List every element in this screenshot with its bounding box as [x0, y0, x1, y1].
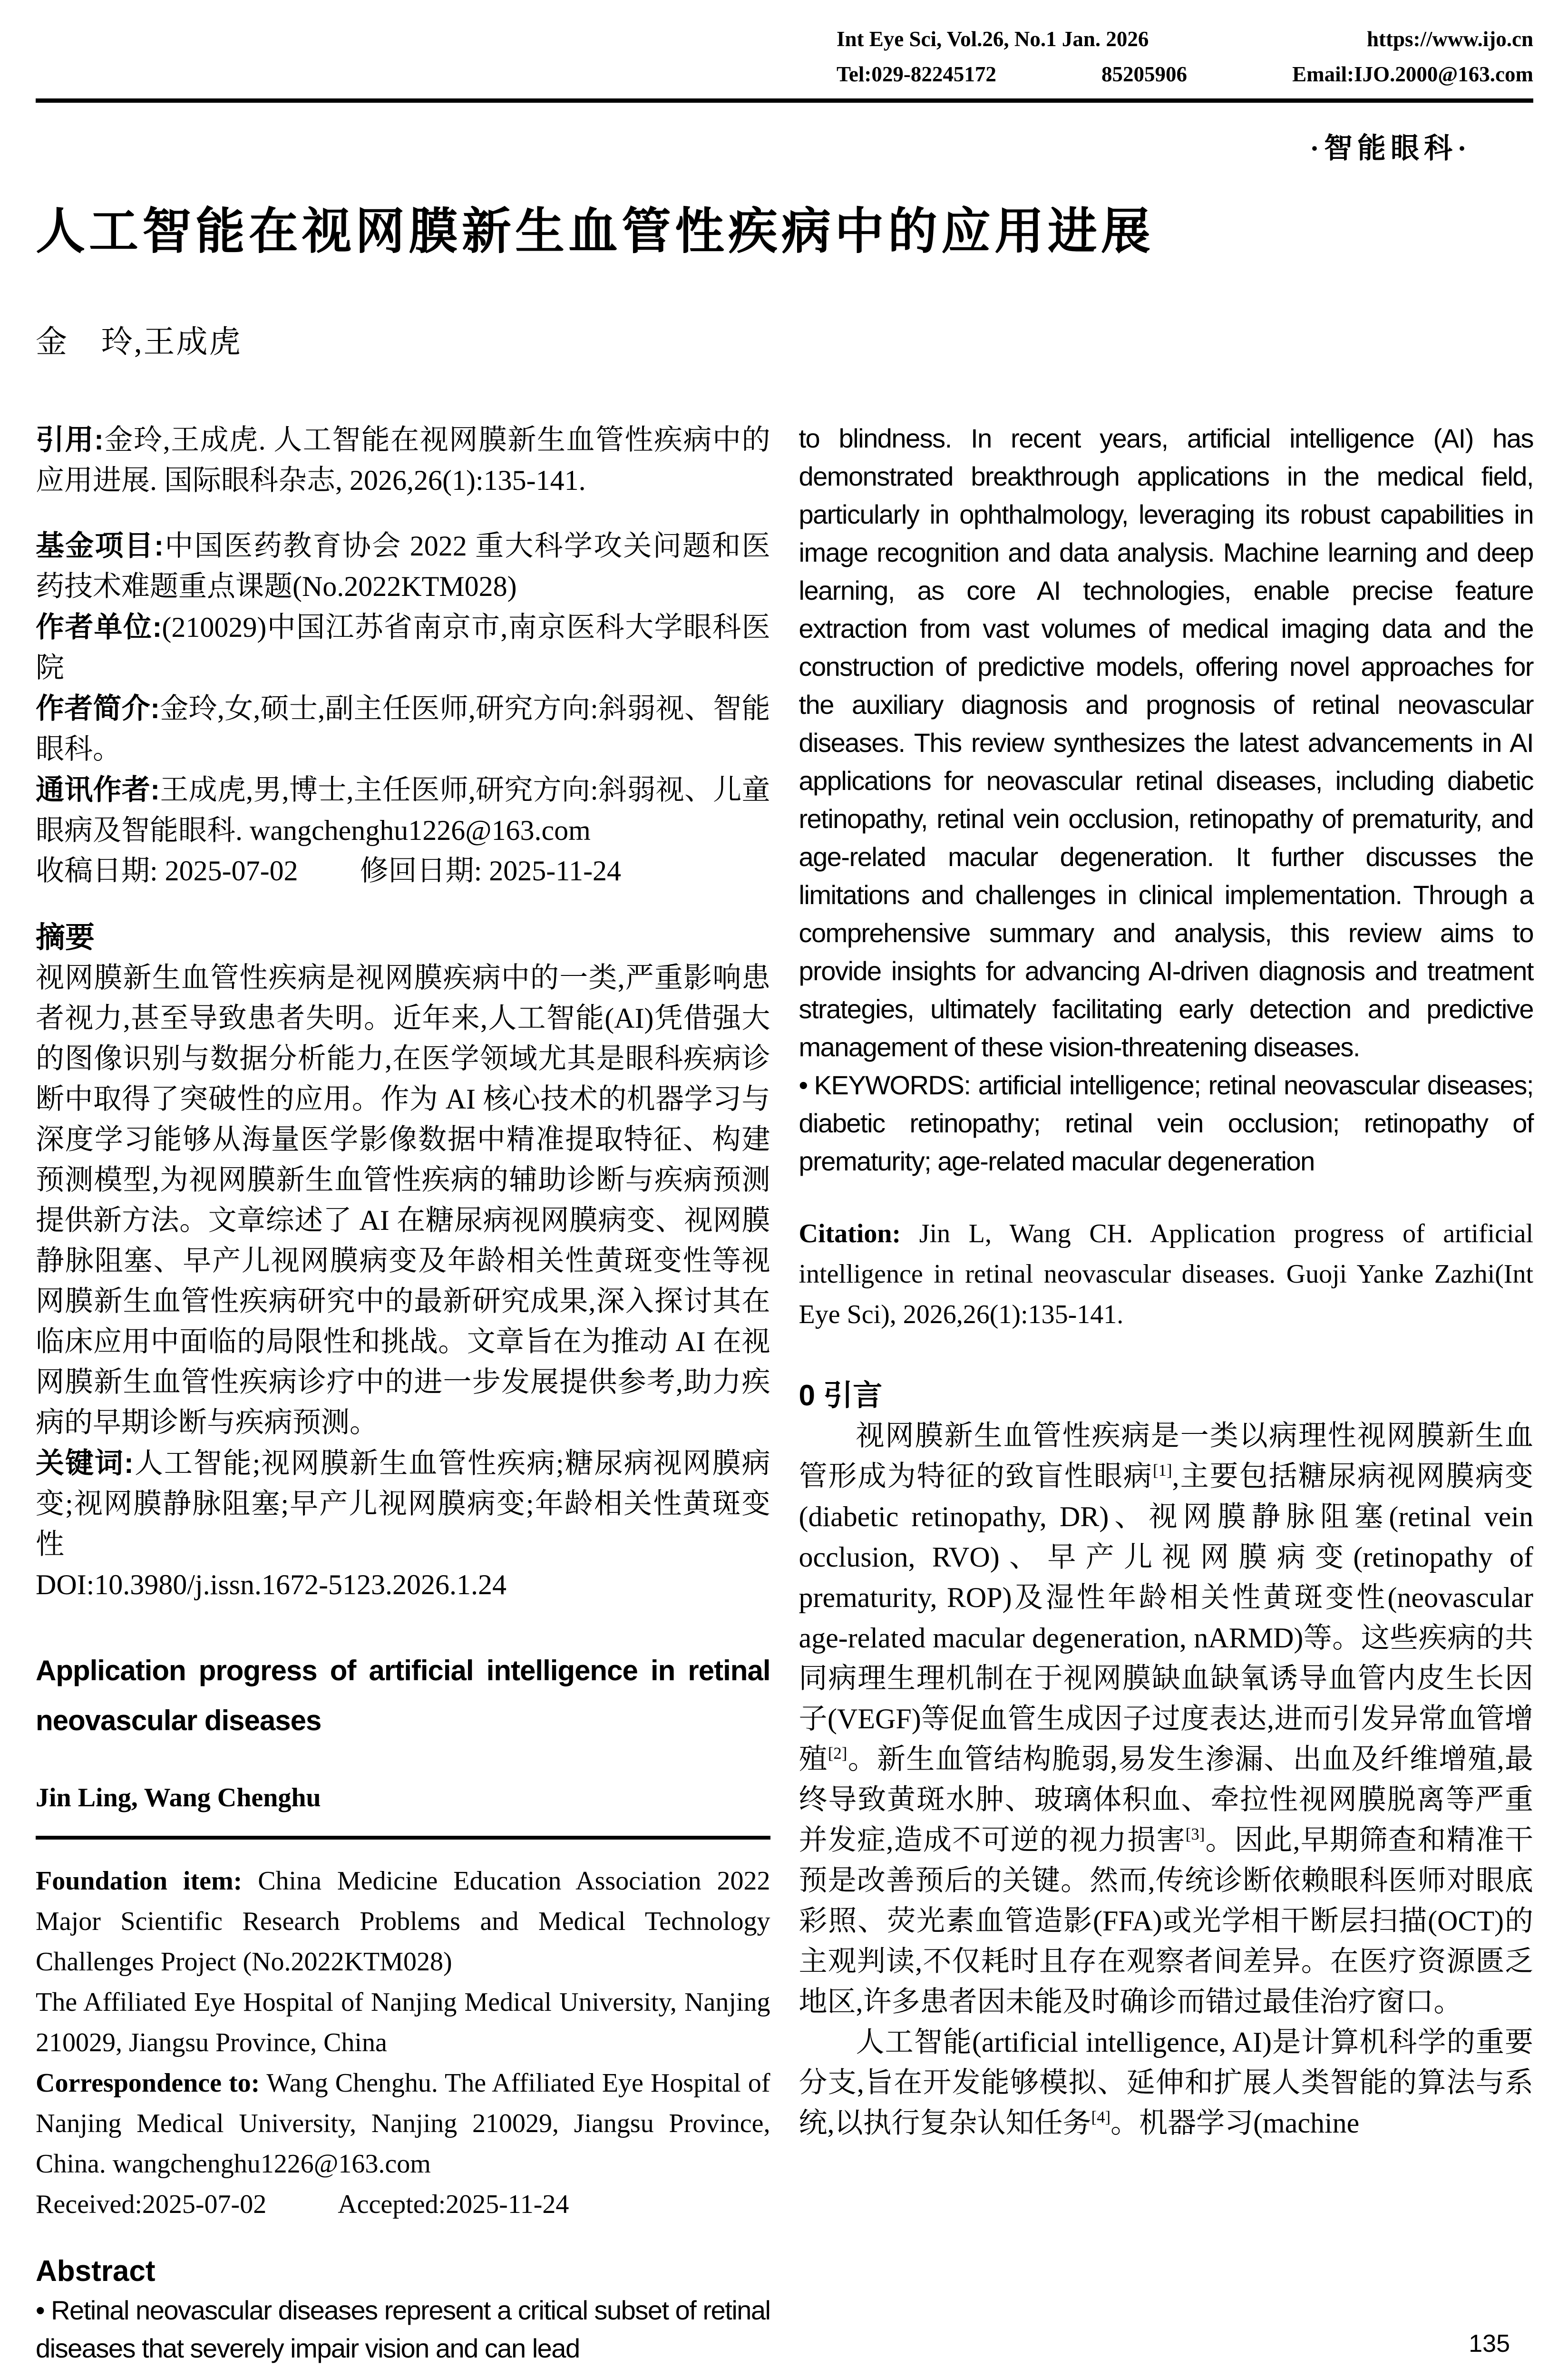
foundation-en-paragraph: [36, 1861, 770, 1982]
keywords-en-paragraph: [799, 1066, 1534, 1180]
keywords-zh-text: 人工智能;视网膜新生血管性疾病;糖尿病视网膜病变;视网膜静脉阻塞;早产儿视网膜病变;年龄相关性黄斑变性: [36, 1448, 770, 1560]
corresponding-author-zh-text: 王成虎,男,博士,主任医师,研究方向:斜弱视、儿童眼病及智能眼科. wangchenghu1226@163.com: [36, 774, 770, 846]
correspondence-en-paragraph: [36, 2063, 770, 2184]
journal-website: https://www.ijo.cn: [1366, 27, 1533, 51]
abstract-en-start-paragraph: [36, 2291, 770, 2367]
citation-en-paragraph: [799, 1214, 1534, 1335]
revised-date-zh: 修回日期: 2025-11-24: [360, 855, 622, 887]
foundation-en-text: China Medicine Education Association 2022 Major Scientific Research Problems and Medical Technology Challenges Project (No.2022KTM028): [36, 1866, 770, 1977]
foundation-zh-label: 基金项目:: [36, 530, 164, 562]
keywords-zh-label: 关键词:: [36, 1447, 134, 1479]
header-divider: [36, 98, 1533, 103]
citation-zh-text: 金玲,王成虎. 人工智能在视网膜新生血管性疾病中的应用进展. 国际眼科杂志, 2026,26(1):135-141.: [36, 424, 770, 496]
accepted-date-en: Accepted:2025-11-24: [338, 2190, 569, 2219]
two-column-layout: [36, 419, 1533, 2367]
journal-header: [36, 21, 1533, 167]
foundation-en-label: Foundation item:: [36, 1866, 243, 1896]
bullet-icon: •: [799, 1070, 808, 1100]
article-title-en: Application progress of artificial intelligence in retinal neovascular diseases: [36, 1655, 770, 1736]
correspondence-en-label: Correspondence to:: [36, 2068, 260, 2098]
footnote-divider: [36, 1836, 770, 1840]
masthead-line-2: [837, 57, 1533, 92]
journal-issue-info: Int Eye Sci, Vol.26, No.1 Jan. 2026: [837, 27, 1149, 51]
citation-zh-label: 引用:: [36, 424, 104, 456]
section-badge: ·智能眼科·: [1309, 133, 1471, 164]
corresponding-author-zh-label: 通讯作者:: [36, 774, 160, 806]
dates-en-line: [36, 2184, 770, 2225]
introduction-paragraph-2: 人工智能(artificial intelligence, AI)是计算机科学的重要分支,旨在开发能够模拟、延伸和扩展人类智能的算法与系统,以执行复杂认知任务[4]。机器学习(machine: [799, 2026, 1533, 2139]
received-date-en: Received:2025-07-02: [36, 2190, 267, 2219]
journal-masthead: [837, 21, 1533, 92]
abstract-zh-heading: 摘要: [36, 921, 95, 954]
bullet-icon: •: [36, 2295, 45, 2325]
citation-en-text: Jin L, Wang CH. Application progress of artificial intelligence in retinal neovascular diseases. Guoji Yanke Zazhi(Int Eye Sci), 2026,26(1):135-141.: [799, 1219, 1534, 1329]
citation-en-label: Citation:: [799, 1219, 901, 1248]
introduction-heading: 0 引言: [799, 1379, 883, 1412]
citation-zh-paragraph: [36, 419, 770, 501]
abstract-en-heading: Abstract: [36, 2255, 156, 2288]
affiliation-zh-text: (210029)中国江苏省南京市,南京医科大学眼科医院: [36, 612, 770, 683]
correspondence-en-text: Wang Chenghu. The Affiliated Eye Hospital of Nanjing Medical University, Nanjing 210029, Jiangsu Province, China. wangchenghu1226@163.com: [36, 2068, 770, 2179]
affiliation-en-paragraph: The Affiliated Eye Hospital of Nanjing Medical University, Nanjing 210029, Jiangsu Province, China: [36, 1987, 770, 2057]
foundation-zh-text: 中国医药教育协会 2022 重大科学攻关问题和医药技术难题重点课题(No.2022KTM028): [36, 530, 770, 602]
left-column: [36, 419, 770, 2367]
received-date-zh: 收稿日期: 2025-07-02: [36, 855, 298, 887]
doi-line: DOI:10.3980/j.issn.1672-5123.2026.1.24: [36, 1569, 506, 1600]
foundation-zh-paragraph: [36, 526, 770, 607]
introduction-paragraph-1: 视网膜新生血管性疾病是一类以病理性视网膜新生血管形成为特征的致盲性眼病[1],主要包括糖尿病视网膜病变(diabetic retinopathy, DR)、视网膜静脉阻塞(retinal vein occlusion, RVO)、早产儿视网膜病变(retinopathy of prematurity, ROP)及湿性年龄相关性黄斑变性(neovascular age-related macular degeneration, nARMD)等。这些疾病的共同病理生理机制在于视网膜缺血缺氧诱导血管内皮生长因子(VEGF)等促血管生成因子过度表达,进而引发异常血管增殖[2]。新生血管结构脆弱,易发生渗漏、出血及纤维增殖,最终导致黄斑水肿、玻璃体积血、牵拉性视网膜脱离等严重并发症,造成不可逆的视力损害[3]。因此,早期筛查和精准干预是改善预后的关键。然而,传统诊断依赖眼科医师对眼底彩照、荧光素血管造影(FFA)或光学相干断层扫描(OCT)的主观判读,不仅耗时且存在观察者间差异。在医疗资源匮乏地区,许多患者因未能及时确诊而错过最佳治疗窗口。: [799, 1420, 1534, 2017]
dates-zh-line: [36, 851, 770, 891]
journal-telephone: Tel:029-82245172: [837, 62, 996, 86]
article-title-zh: 人工智能在视网膜新生血管性疾病中的应用进展: [36, 204, 1155, 259]
article-authors-en: Jin Ling, Wang Chenghu: [36, 1783, 321, 1812]
masthead-line-1: [837, 21, 1533, 57]
affiliation-zh-label: 作者单位:: [36, 611, 162, 643]
page-number: 135: [1469, 2330, 1510, 2358]
abstract-en-continuation: to blindness. In recent years, artificial intelligence (AI) has demonstrated breakthrough applications in the medical field, particularly in ophthalmology, leveraging its robust capabilities in image recognition and data analysis. Machine learning and deep learning, as core AI technologies, enable precise feature extraction from vast volumes of medical imaging data and the construction of predictive models, offering novel approaches for the auxiliary diagnosis and prognosis of retinal neovascular diseases. This review synthesizes the latest advancements in AI applications for neovascular retinal diseases, including diabetic retinopathy, retinal vein occlusion, retinopathy of prematurity, and age-related macular degeneration. It further discusses the limitations and challenges in clinical implementation. Through a comprehensive summary and analysis, this review aims to provide insights for advancing AI-driven diagnosis and treatment strategies, ultimately facilitating early detection and predictive management of these vision-threatening diseases.: [799, 423, 1533, 1062]
corresponding-author-zh-paragraph: [36, 770, 770, 851]
article-authors-zh: 金 玲,王成虎: [36, 325, 242, 360]
author-bio-paragraph: [36, 688, 770, 770]
keywords-en-label: KEYWORDS:: [814, 1070, 971, 1100]
right-column: [799, 419, 1534, 2367]
journal-telephone-2: 85205906: [1101, 62, 1187, 86]
abstract-en-start-text: Retinal neovascular diseases represent a critical subset of retinal diseases that severely impair vision and can lead: [36, 2295, 770, 2363]
keywords-zh-paragraph: [36, 1443, 770, 1565]
abstract-zh-paragraph: 视网膜新生血管性疾病是视网膜疾病中的一类,严重影响患者视力,甚至导致患者失明。近年来,人工智能(AI)凭借强大的图像识别与数据分析能力,在医学领域尤其是眼科疾病诊断中取得了突破性的应用。作为 AI 核心技术的机器学习与深度学习能够从海量医学影像数据中精准提取特征、构建预测模型,为视网膜新生血管性疾病的辅助诊断与疾病预测提供新方法。文章综述了 AI 在糖尿病视网膜病变、视网膜静脉阻塞、早产儿视网膜病变及年龄相关性黄斑变性等视网膜新生血管性疾病研究中的最新研究成果,深入探讨其在临床应用中面临的局限性和挑战。文章旨在为推动 AI 在视网膜新生血管性疾病诊疗中的进一步发展提供参考,助力疾病的早期诊断与疾病预测。: [36, 962, 770, 1438]
author-bio-text: 金玲,女,硕士,副主任医师,研究方向:斜弱视、智能眼科。: [36, 693, 770, 765]
affiliation-zh-paragraph: [36, 607, 770, 688]
journal-email: Email:IJO.2000@163.com: [1292, 62, 1533, 86]
keywords-en-text: artificial intelligence; retinal neovascular diseases; diabetic retinopathy; retinal vein occlusion; retinopathy of prematurity; age-related macular degeneration: [799, 1070, 1533, 1176]
author-bio-label: 作者简介:: [36, 692, 160, 724]
